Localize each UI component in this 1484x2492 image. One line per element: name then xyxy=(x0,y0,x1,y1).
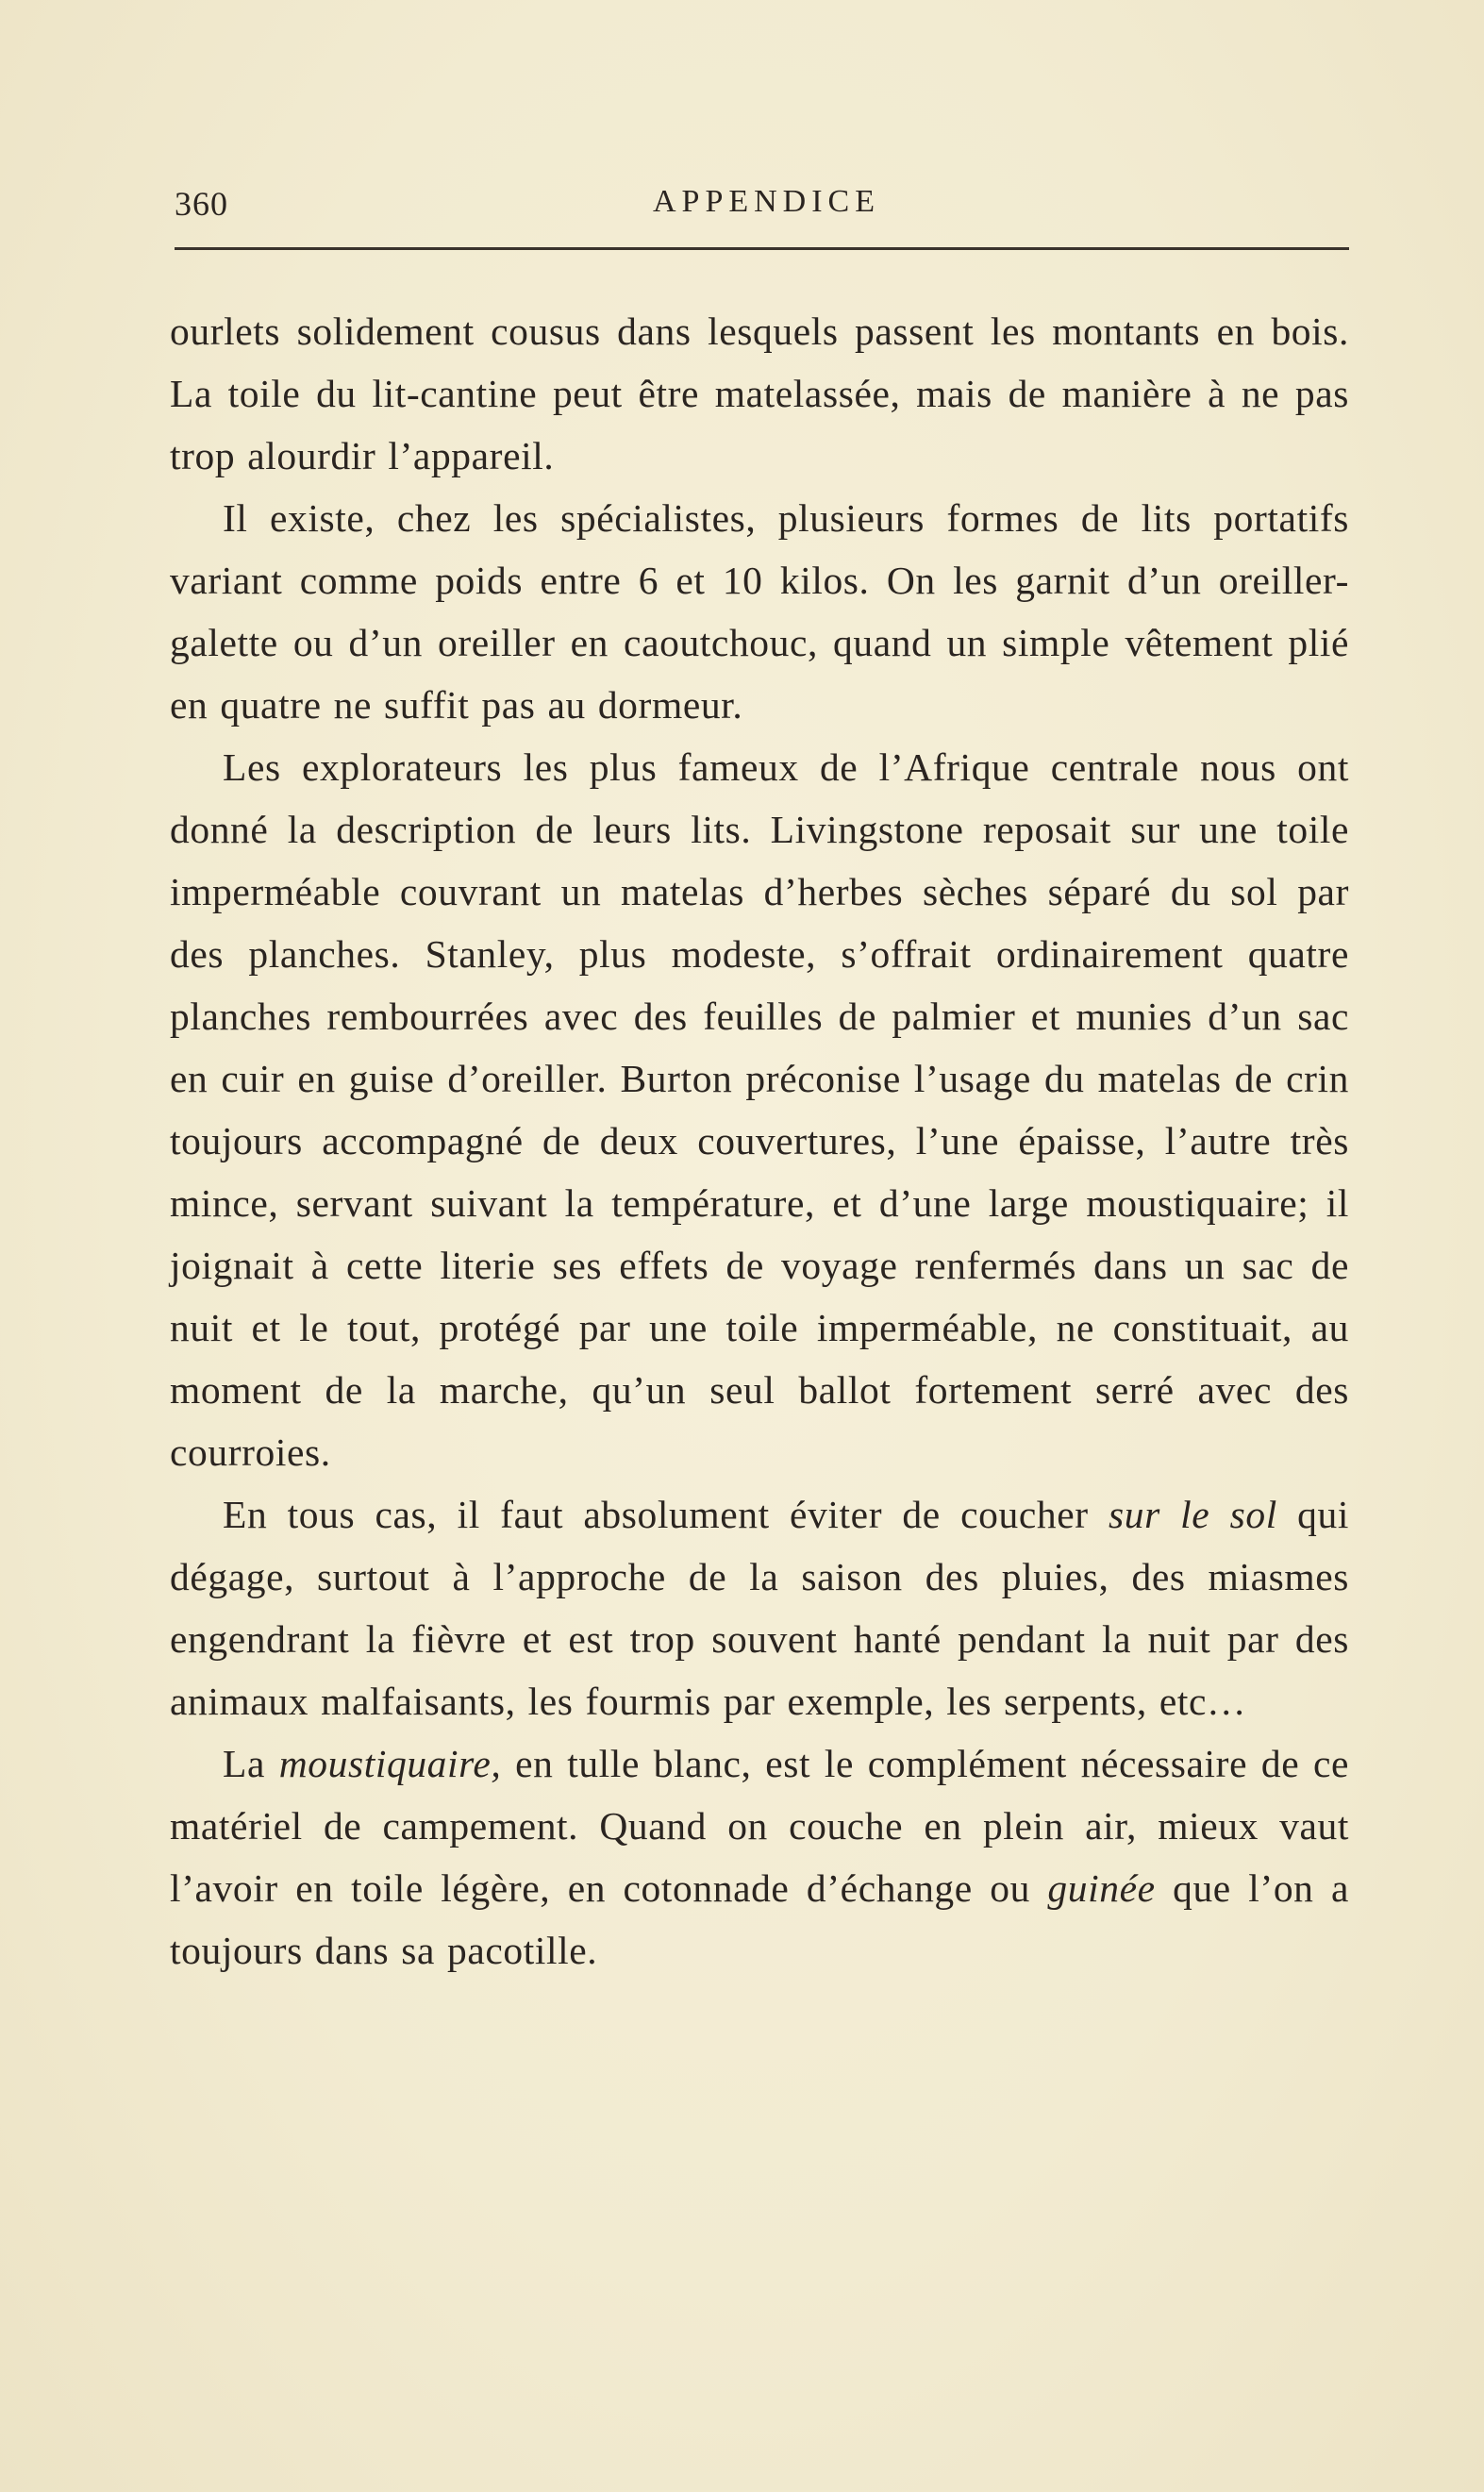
paragraph-5 xyxy=(170,1732,1349,1982)
header-rule xyxy=(175,247,1349,250)
page-number: 360 xyxy=(175,185,228,223)
paragraph-5-text-c: que l’on a toujours dans sa pacotille. xyxy=(170,1866,1350,1972)
paragraph-3: Les explorateurs les plus fameux de l’Afrique centrale nous ont donné la description de leurs lits. Livingstone reposait sur une toile imperméable couvrant un matelas d’herbes sèches séparé du sol par des planches. Stanley, plus modeste, s’offrait ordinairement quatre planches rembourrées avec des feuilles de palmier et munies d’un sac en cuir en guise d’oreiller. Burton préconise l’usage du matelas de crin toujours accompagné de deux couvertures, l’une épaisse, l’autre très mince, servant suivant la température, et d’une large moustiquaire; il joignait à cette literie ses effets de voyage renfermés dans un sac de nuit et le tout, protégé par une toile imperméable, ne constituait, au moment de la marche, qu’un seul ballot fortement serré avec des courroies. xyxy=(170,745,1349,1474)
paragraph-2: Il existe, chez les spécialistes, plusieurs formes de lits portatifs variant comme poids entre 6 et 10 kilos. On les garnit d’un oreiller-galette ou d’un oreiller en caoutchouc, quand un simple vêtement plié en quatre ne suffit pas au dormeur. xyxy=(170,496,1349,727)
running-title: APPENDICE xyxy=(652,184,881,219)
paragraph-5-text-b: en tulle blanc, est le complément nécessaire de ce matériel de campement. Quand on couche en plein air, mieux vaut l’avoir en toile légère, en cotonnade d’échange ou xyxy=(170,1742,1349,1910)
body-text xyxy=(170,300,1349,1982)
paragraph-5-italic-1: moustiquaire, xyxy=(278,1742,502,1785)
paragraph-1: ourlets solidement cousus dans lesquels passent les montants en bois. La toile du lit-cantine peut être matelassée, mais de manière à ne pas trop alourdir l’appareil. xyxy=(170,309,1349,477)
paragraph-4-text-a: En tous cas, il faut absolument éviter de coucher xyxy=(223,1493,1109,1536)
paragraph-5-italic-2: guinée xyxy=(1047,1866,1156,1910)
paragraph-4-italic: sur le sol xyxy=(1108,1493,1277,1536)
paragraph-4 xyxy=(170,1483,1349,1732)
paragraph-5-text-a: La xyxy=(223,1742,279,1785)
paragraph-4-text-b: qui dégage, surtout à l’approche de la saison des pluies, des miasmes engendrant la fièvre et est trop souvent hanté pendant la nuit par des animaux malfaisants, les fourmis par exemple, les serpents, etc… xyxy=(170,1493,1349,1723)
page-header xyxy=(175,184,1359,231)
